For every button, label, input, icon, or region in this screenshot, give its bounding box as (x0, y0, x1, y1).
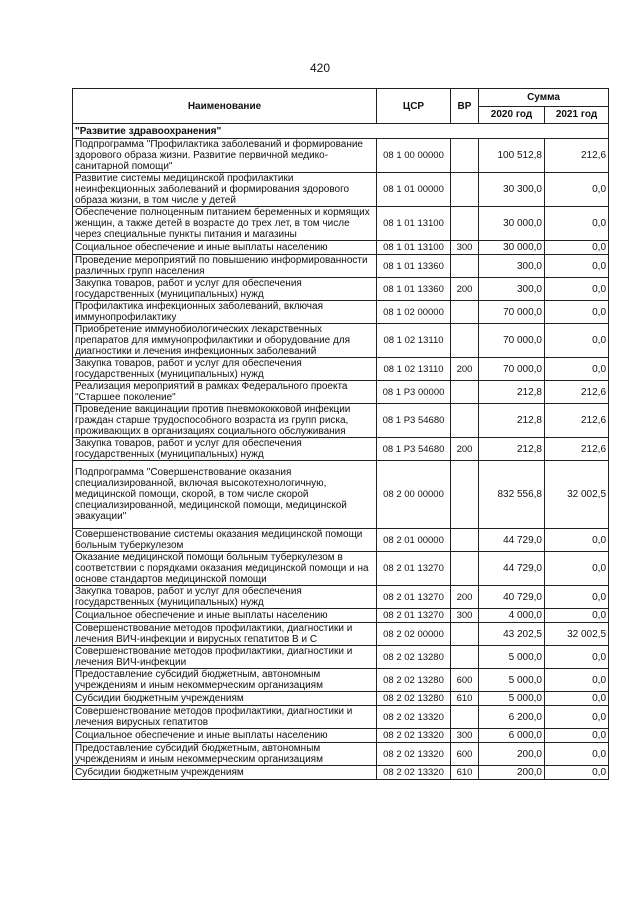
table-row (73, 255, 609, 278)
row-sum-2021-cell: 0,0 (545, 609, 609, 623)
header-name: Наименование (73, 89, 377, 124)
row-vr-cell (451, 529, 479, 552)
table-row (73, 623, 609, 646)
row-csr-cell: 08 2 01 13270 (377, 609, 451, 623)
row-vr-cell (451, 255, 479, 278)
row-csr-cell: 08 1 02 00000 (377, 301, 451, 324)
row-sum-2021-cell: 0,0 (545, 207, 609, 241)
row-vr-cell (451, 404, 479, 438)
row-sum-2021-cell: 0,0 (545, 241, 609, 255)
row-sum-2021-cell: 0,0 (545, 646, 609, 669)
row-sum-2021-cell: 0,0 (545, 766, 609, 780)
row-sum-2021-cell: 0,0 (545, 729, 609, 743)
row-name-cell: Реализация мероприятий в рамках Федерального проекта "Старшее поколение" (73, 381, 377, 404)
row-name-cell: Закупка товаров, работ и услуг для обеспечения государственных (муниципальных) нужд (73, 358, 377, 381)
row-csr-cell: 08 2 01 13270 (377, 552, 451, 586)
row-csr-cell: 08 1 01 13100 (377, 241, 451, 255)
row-sum-2021-cell: 212,6 (545, 438, 609, 461)
row-sum-2021-cell: 0,0 (545, 586, 609, 609)
row-sum-2021-cell: 0,0 (545, 255, 609, 278)
row-vr-cell: 610 (451, 692, 479, 706)
table-row (73, 669, 609, 692)
row-csr-cell: 08 1 02 13110 (377, 358, 451, 381)
row-sum-2021-cell: 0,0 (545, 358, 609, 381)
row-name-cell: Социальное обеспечение и иные выплаты населению (73, 609, 377, 623)
row-sum-2020-cell: 300,0 (479, 255, 545, 278)
row-csr-cell: 08 2 02 13320 (377, 729, 451, 743)
section-title: "Развитие здравоохранения" (73, 124, 609, 139)
table-row (73, 278, 609, 301)
row-vr-cell: 200 (451, 586, 479, 609)
row-name-cell: Подпрограмма "Совершенствование оказания специализированной, включая высокотехнологичную, медицинской помощи, скорой, в том числе скорой специализированной, медицинской помощи, медицинской эвакуации" (73, 461, 377, 529)
row-name-cell: Предоставление субсидий бюджетным, автономным учреждениям и иным некоммерческим организациям (73, 743, 377, 766)
table-row (73, 207, 609, 241)
table-row (73, 529, 609, 552)
row-vr-cell: 610 (451, 766, 479, 780)
row-csr-cell: 08 2 02 13320 (377, 766, 451, 780)
row-vr-cell (451, 461, 479, 529)
row-name-cell: Совершенствование методов профилактики, диагностики и лечения ВИЧ-инфекции и вирусных гепатитов В и С (73, 623, 377, 646)
row-sum-2021-cell: 0,0 (545, 552, 609, 586)
row-vr-cell (451, 207, 479, 241)
table-row (73, 646, 609, 669)
table-row (73, 461, 609, 529)
row-sum-2020-cell: 6 200,0 (479, 706, 545, 729)
table-row (73, 766, 609, 780)
row-sum-2021-cell: 32 002,5 (545, 623, 609, 646)
row-vr-cell (451, 324, 479, 358)
table-row (73, 438, 609, 461)
row-vr-cell (451, 381, 479, 404)
header-year-2020: 2020 год (479, 106, 545, 124)
row-sum-2020-cell: 43 202,5 (479, 623, 545, 646)
row-sum-2021-cell: 212,6 (545, 381, 609, 404)
table-row (73, 381, 609, 404)
row-sum-2021-cell: 0,0 (545, 669, 609, 692)
row-sum-2021-cell: 0,0 (545, 743, 609, 766)
row-vr-cell: 300 (451, 609, 479, 623)
row-sum-2021-cell: 0,0 (545, 706, 609, 729)
row-name-cell: Оказание медицинской помощи больным туберкулезом в соответствии с порядками оказания медицинской помощи и на основе стандартов медицинской помощи (73, 552, 377, 586)
row-vr-cell (451, 301, 479, 324)
row-sum-2020-cell: 44 729,0 (479, 552, 545, 586)
row-vr-cell: 600 (451, 743, 479, 766)
row-csr-cell: 08 2 02 13280 (377, 646, 451, 669)
row-name-cell: Социальное обеспечение и иные выплаты населению (73, 729, 377, 743)
row-name-cell: Закупка товаров, работ и услуг для обеспечения государственных (муниципальных) нужд (73, 278, 377, 301)
row-sum-2020-cell: 212,8 (479, 404, 545, 438)
row-sum-2020-cell: 212,8 (479, 438, 545, 461)
row-csr-cell: 08 1 01 00000 (377, 173, 451, 207)
row-csr-cell: 08 1 P3 00000 (377, 381, 451, 404)
budget-table (72, 88, 609, 780)
row-csr-cell: 08 1 01 13360 (377, 255, 451, 278)
row-sum-2021-cell: 0,0 (545, 324, 609, 358)
row-vr-cell (451, 706, 479, 729)
table-row (73, 552, 609, 586)
row-vr-cell: 600 (451, 669, 479, 692)
row-csr-cell: 08 2 02 13320 (377, 743, 451, 766)
row-csr-cell: 08 2 02 13280 (377, 692, 451, 706)
row-csr-cell: 08 1 P3 54680 (377, 404, 451, 438)
row-csr-cell: 08 2 02 13320 (377, 706, 451, 729)
table-row (73, 241, 609, 255)
row-vr-cell (451, 552, 479, 586)
row-csr-cell: 08 1 00 00000 (377, 139, 451, 173)
table-row (73, 301, 609, 324)
row-csr-cell: 08 2 00 00000 (377, 461, 451, 529)
row-name-cell: Совершенствование системы оказания медицинской помощи больным туберкулезом (73, 529, 377, 552)
header-vr: ВР (451, 89, 479, 124)
table-row (73, 609, 609, 623)
header-csr: ЦСР (377, 89, 451, 124)
table-row (73, 743, 609, 766)
table-row (73, 139, 609, 173)
row-csr-cell: 08 2 02 13280 (377, 669, 451, 692)
row-name-cell: Подпрограмма "Профилактика заболеваний и формирование здорового образа жизни. Развитие первичной медико-санитарной помощи" (73, 139, 377, 173)
row-csr-cell: 08 2 01 00000 (377, 529, 451, 552)
row-sum-2021-cell: 0,0 (545, 301, 609, 324)
header-sum: Сумма (479, 89, 609, 107)
row-name-cell: Закупка товаров, работ и услуг для обеспечения государственных (муниципальных) нужд (73, 586, 377, 609)
row-vr-cell (451, 623, 479, 646)
row-vr-cell: 300 (451, 729, 479, 743)
row-vr-cell: 200 (451, 438, 479, 461)
table-row (73, 404, 609, 438)
section-row (73, 124, 609, 139)
row-name-cell: Совершенствование методов профилактики, диагностики и лечения ВИЧ-инфекции (73, 646, 377, 669)
row-sum-2020-cell: 5 000,0 (479, 669, 545, 692)
table-row (73, 729, 609, 743)
row-name-cell: Субсидии бюджетным учреждениям (73, 692, 377, 706)
row-sum-2020-cell: 44 729,0 (479, 529, 545, 552)
row-name-cell: Закупка товаров, работ и услуг для обеспечения государственных (муниципальных) нужд (73, 438, 377, 461)
row-sum-2021-cell: 32 002,5 (545, 461, 609, 529)
row-sum-2020-cell: 300,0 (479, 278, 545, 301)
row-name-cell: Профилактика инфекционных заболеваний, включая иммунопрофилактику (73, 301, 377, 324)
row-sum-2020-cell: 5 000,0 (479, 646, 545, 669)
row-sum-2020-cell: 832 556,8 (479, 461, 545, 529)
row-csr-cell: 08 1 01 13360 (377, 278, 451, 301)
row-name-cell: Проведение мероприятий по повышению информированности различных групп населения (73, 255, 377, 278)
row-vr-cell: 300 (451, 241, 479, 255)
row-sum-2020-cell: 5 000,0 (479, 692, 545, 706)
row-sum-2021-cell: 0,0 (545, 692, 609, 706)
row-sum-2020-cell: 70 000,0 (479, 301, 545, 324)
row-sum-2020-cell: 200,0 (479, 743, 545, 766)
table-row (73, 706, 609, 729)
row-vr-cell (451, 139, 479, 173)
row-sum-2020-cell: 4 000,0 (479, 609, 545, 623)
table-header-row (73, 89, 609, 107)
table-row (73, 324, 609, 358)
table-row (73, 586, 609, 609)
table-row (73, 173, 609, 207)
row-vr-cell (451, 646, 479, 669)
row-name-cell: Предоставление субсидий бюджетным, автономным учреждениям и иным некоммерческим организациям (73, 669, 377, 692)
table-row (73, 358, 609, 381)
row-csr-cell: 08 2 02 00000 (377, 623, 451, 646)
row-vr-cell (451, 173, 479, 207)
row-name-cell: Социальное обеспечение и иные выплаты населению (73, 241, 377, 255)
row-sum-2020-cell: 30 300,0 (479, 173, 545, 207)
row-sum-2021-cell: 0,0 (545, 173, 609, 207)
row-sum-2020-cell: 40 729,0 (479, 586, 545, 609)
row-name-cell: Субсидии бюджетным учреждениям (73, 766, 377, 780)
row-name-cell: Приобретение иммунобиологических лекарственных препаратов для иммунопрофилактики и оборудование для диагностики и лечения инфекционных заболеваний (73, 324, 377, 358)
row-sum-2021-cell: 212,6 (545, 404, 609, 438)
page-number: 420 (309, 61, 331, 75)
row-sum-2020-cell: 70 000,0 (479, 324, 545, 358)
row-sum-2020-cell: 100 512,8 (479, 139, 545, 173)
row-sum-2020-cell: 30 000,0 (479, 207, 545, 241)
row-csr-cell: 08 1 P3 54680 (377, 438, 451, 461)
row-name-cell: Обеспечение полноценным питанием беременных и кормящих женщин, а также детей в возрасте до трех лет, в том числе через специальные пункты питания и магазины (73, 207, 377, 241)
row-name-cell: Совершенствование методов профилактики, диагностики и лечения вирусных гепатитов (73, 706, 377, 729)
row-csr-cell: 08 2 01 13270 (377, 586, 451, 609)
row-csr-cell: 08 1 02 13110 (377, 324, 451, 358)
row-sum-2020-cell: 30 000,0 (479, 241, 545, 255)
table-row (73, 692, 609, 706)
row-name-cell: Проведение вакцинации против пневмококковой инфекции граждан старше трудоспособного возраста из групп риска, проживающих в организациях социального обслуживания (73, 404, 377, 438)
row-sum-2021-cell: 212,6 (545, 139, 609, 173)
row-vr-cell: 200 (451, 278, 479, 301)
row-sum-2021-cell: 0,0 (545, 278, 609, 301)
header-year-2021: 2021 год (545, 106, 609, 124)
row-sum-2020-cell: 200,0 (479, 766, 545, 780)
row-sum-2021-cell: 0,0 (545, 529, 609, 552)
row-csr-cell: 08 1 01 13100 (377, 207, 451, 241)
row-sum-2020-cell: 6 000,0 (479, 729, 545, 743)
row-vr-cell: 200 (451, 358, 479, 381)
row-name-cell: Развитие системы медицинской профилактики неинфекционных заболеваний и формирования здорового образа жизни, в том числе у детей (73, 173, 377, 207)
row-sum-2020-cell: 212,8 (479, 381, 545, 404)
row-sum-2020-cell: 70 000,0 (479, 358, 545, 381)
